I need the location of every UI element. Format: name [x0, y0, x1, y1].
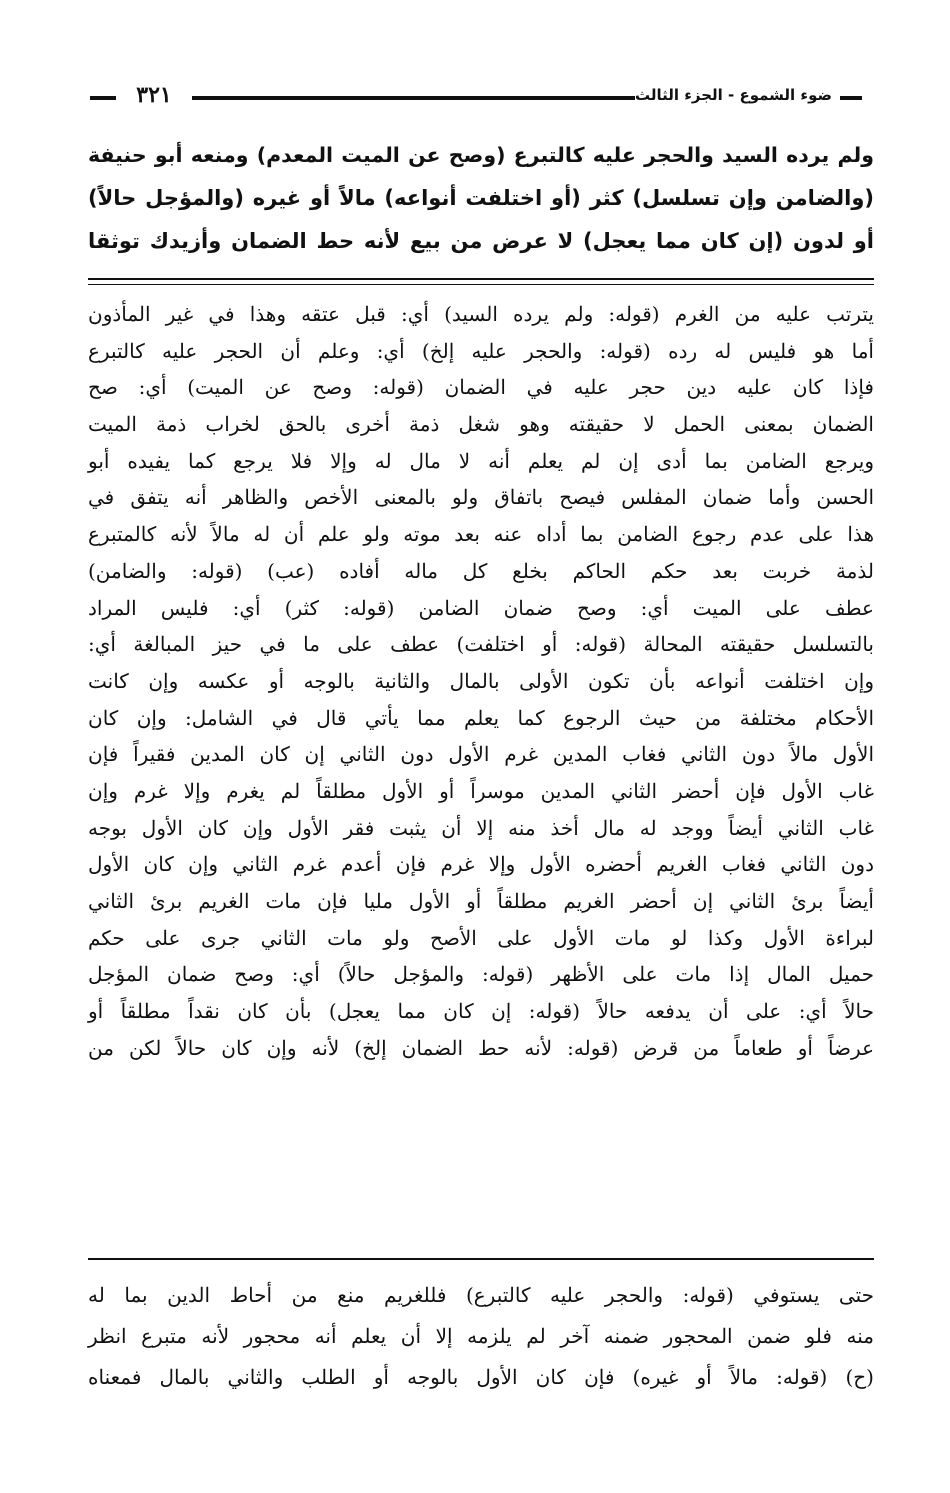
commentary-line: لذمة خربت بعد حكم الحاكم بخلع كل ماله أفاده (عب) (قوله: والضامن) — [88, 558, 874, 583]
commentary-line: فإذا كان عليه دين حجر عليه في الضمان (قوله: وصح عن الميت) أي: صح — [88, 375, 874, 400]
commentary-line: الحسن وأما ضمان المفلس فيصح باتفاق ولو بالمعنى الأخص والظاهر أنه يتفق في — [88, 485, 874, 510]
commentary-line: عطف على الميت أي: وصح ضمان الضامن (قوله: كثر) أي: فليس المراد — [88, 595, 874, 620]
commentary-line: حالاً أي: على أن يدفعه حالاً (قوله: إن كان مما يعجل) بأن كان نقداً مطلقاً أو — [88, 999, 874, 1024]
footnote-line: حتى يستوفي (قوله: والحجر عليه كالتبرع) فللغريم منع من أحاط الدين بما له — [88, 1283, 874, 1307]
matn-line: (والضامن وإن تسلسل) كثر (أو اختلفت أنواعه) مالاً أو غيره (والمؤجل حالاً) — [88, 186, 874, 210]
commentary-line: دون الثاني فغاب الغريم أحضره الأول وإلا غرم فإن أعدم غرم الثاني وإن كان الأول — [88, 852, 874, 877]
commentary-line: غاب الثاني أيضاً ووجد له مال أخذ منه إلا أن يثبت فقر الأول وإن كان الأول بوجه — [88, 815, 874, 840]
header-right-dash — [840, 96, 862, 100]
matn-separator-rule — [88, 278, 874, 280]
commentary-line: الضمان بمعنى الحمل لا حقيقته وهو شغل ذمة أخرى بالحق لخراب ذمة الميت — [88, 412, 874, 437]
header-left-dash — [90, 96, 116, 100]
page-number: ٣٢١ — [136, 82, 172, 108]
commentary-line: بالتسلسل حقيقته المحالة (قوله: أو اختلفت) عطف على ما في حيز المبالغة أي: — [88, 632, 874, 657]
matn-line: ولم يرده السيد والحجر عليه كالتبرع (وصح عن الميت المعدم) ومنعه أبو حنيفة — [88, 143, 874, 167]
running-title: ضوء الشموع - الجزء الثالث — [634, 86, 832, 104]
footnote-text — [88, 1275, 874, 1398]
commentary-line: عرضاً أو طعاماً من قرض (قوله: لأنه حط الضمان إلخ) لأنه وإن كان حالاً لكن من — [88, 1035, 874, 1060]
commentary-line: الأحكام مختلفة من حيث الرجوع كما يعلم مما يأتي قال في الشامل: وإن كان — [88, 705, 874, 730]
commentary-line: أما هو فليس له رده (قوله: والحجر عليه إلخ) أي: وعلم أن الحجر عليه كالتبرع — [88, 338, 874, 363]
footnote-line: منه فلو ضمن المحجور ضمنه آخر لم يلزمه إلا أن يعلم أنه محجور لأنه متبرع انظر — [88, 1324, 874, 1348]
commentary-line: لبراءة الأول وكذا لو مات الأول على الأصح ولو مات الثاني جرى على حكم — [88, 925, 874, 950]
commentary-line: حميل المال إذا مات على الأظهر (قوله: والمؤجل حالاً) أي: وصح ضمان المؤجل — [88, 962, 874, 987]
commentary-line: وإن اختلفت أنواعه بأن تكون الأولى بالمال والثانية بالوجه أو عكسه وإن كانت — [88, 668, 874, 693]
commentary-line: هذا على عدم رجوع الضامن بما أداه عنه بعد موته ولو علم أن له مالاً لأنه كالمتبرع — [88, 522, 874, 547]
commentary-line: الأول مالاً دون الثاني فغاب المدين غرم الأول دون الثاني إن كان المدين فقيراً فإن — [88, 742, 874, 767]
matn-separator-rule-thin — [88, 284, 874, 285]
matn-line: أو لدون (إن كان مما يعجل) لا عرض من بيع لأنه حط الضمان وأزيدك توثقا — [88, 229, 874, 253]
commentary-text — [88, 296, 874, 1251]
header-rule — [192, 96, 635, 100]
commentary-line: أيضاً برئ الثاني إن أحضر الغريم مطلقاً أو الأول مليا فإن مات الغريم برئ الثاني — [88, 889, 874, 913]
footnote-separator-rule — [88, 1258, 874, 1260]
commentary-line: يترتب عليه من الغرم (قوله: ولم يرده السيد) أي: قبل عتقه وهذا في غير المأذون — [88, 302, 874, 326]
matn-text — [88, 134, 874, 263]
commentary-line: غاب الأول فإن أحضر الثاني المدين موسراً أو الأول مطلقاً لم يغرم وإلا غرم وإن — [88, 778, 874, 803]
commentary-line: ويرجع الضامن بما أدى إن لم يعلم أنه لا مال له وإلا فلا يرجع كما يفيده أبو — [88, 448, 874, 473]
footnote-line: (ح) (قوله: مالاً أو غيره) فإن كان الأول بالوجه أو الطلب والثاني بالمال فمعناه — [88, 1365, 874, 1389]
